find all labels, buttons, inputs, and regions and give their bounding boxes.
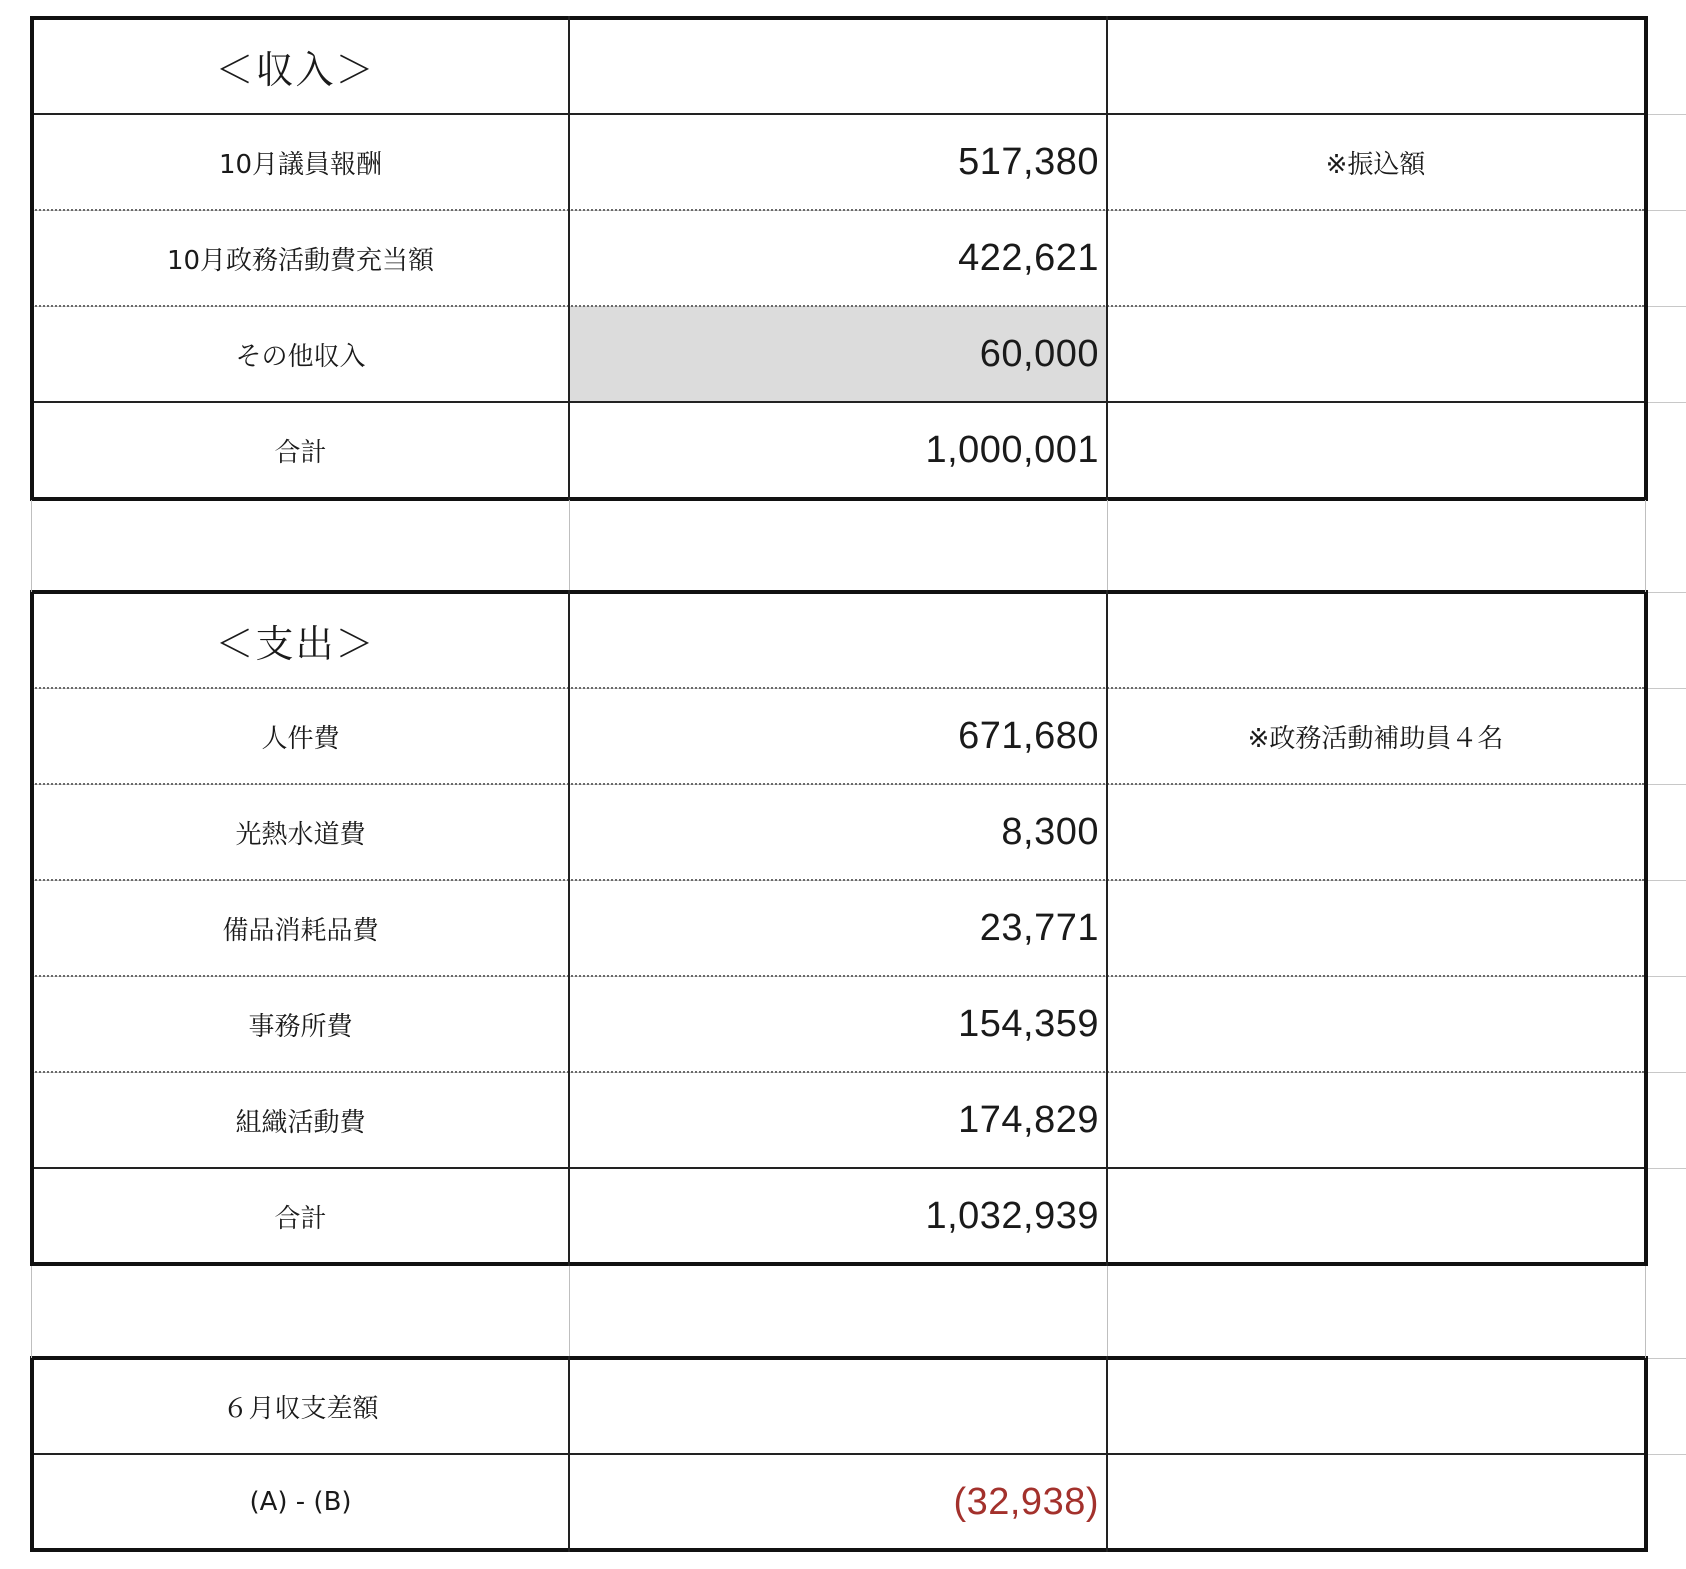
income-row (32, 114, 1644, 210)
income-total: 1,000,001 (925, 428, 1099, 471)
income-label-cell[interactable] (32, 306, 569, 402)
grid-line (31, 500, 32, 592)
column-divider (568, 590, 570, 1266)
balance-label-cell[interactable] (32, 1358, 569, 1454)
grid-line (1645, 1266, 1646, 1358)
border-line (32, 1453, 1644, 1455)
border-line (32, 1167, 1644, 1169)
expense-amount-cell[interactable] (569, 976, 1107, 1072)
column-divider (568, 1356, 570, 1552)
income-row (32, 210, 1644, 306)
income-amount: 60,000 (979, 332, 1099, 375)
expense-label: 備品消耗品費 (222, 915, 379, 946)
empty-cell[interactable] (569, 18, 1107, 114)
income-heading-row (32, 18, 1644, 114)
empty-cell[interactable] (569, 592, 1107, 688)
expense-note-cell[interactable] (1107, 688, 1644, 784)
expense-row (32, 880, 1644, 976)
border-dotted (32, 783, 1644, 785)
expense-row (32, 1072, 1644, 1168)
expense-amount: 8,300 (1001, 810, 1099, 853)
column-divider (1107, 1266, 1108, 1358)
expense-amount-cell[interactable] (569, 784, 1107, 880)
empty-cell[interactable] (1107, 1358, 1644, 1454)
expense-heading-row (32, 592, 1644, 688)
expense-total: 1,032,939 (925, 1194, 1099, 1237)
income-total-cell[interactable] (569, 402, 1107, 498)
column-divider (1106, 590, 1108, 1266)
expense-total-label-cell[interactable] (32, 1168, 569, 1264)
balance-formula-row (32, 1454, 1644, 1550)
border-right (1644, 16, 1648, 501)
income-note-cell[interactable] (1107, 210, 1644, 306)
border-bottom (32, 1262, 1648, 1266)
expense-amount-cell[interactable] (569, 1072, 1107, 1168)
border-bottom (32, 1548, 1648, 1552)
expense-amount: 174,829 (958, 1098, 1099, 1141)
income-label-cell[interactable] (32, 114, 569, 210)
expense-label-cell[interactable] (32, 976, 569, 1072)
balance-amount-cell[interactable] (569, 1454, 1107, 1550)
expense-heading: ＜支出＞ (215, 621, 376, 666)
empty-cell[interactable] (1107, 402, 1644, 498)
empty-cell[interactable] (569, 1358, 1107, 1454)
income-total-row (32, 402, 1644, 498)
expense-row (32, 688, 1644, 784)
empty-cell[interactable] (569, 1264, 1107, 1360)
expense-total-label: 合計 (274, 1203, 327, 1234)
expense-note-cell[interactable] (1107, 784, 1644, 880)
income-amount-cell[interactable] (569, 114, 1107, 210)
border-bottom (32, 497, 1648, 501)
expense-label-cell[interactable] (32, 880, 569, 976)
expense-amount-cell[interactable] (569, 880, 1107, 976)
column-divider (1106, 16, 1108, 501)
empty-cell[interactable] (1107, 1454, 1644, 1550)
expense-label: 事務所費 (248, 1011, 353, 1042)
column-divider (569, 1266, 570, 1358)
column-divider (1107, 500, 1108, 592)
income-amount-cell-shaded[interactable] (569, 306, 1107, 402)
empty-cell[interactable] (32, 1264, 569, 1360)
expense-label-cell[interactable] (32, 1072, 569, 1168)
expense-amount-cell[interactable] (569, 688, 1107, 784)
border-top (32, 1356, 1648, 1360)
expense-note: ※政務活動補助員４名 (1247, 723, 1504, 754)
income-label: 10月政務活動費充当額 (166, 245, 435, 276)
expense-row (32, 784, 1644, 880)
expense-total-cell[interactable] (569, 1168, 1107, 1264)
expense-amount: 23,771 (979, 906, 1099, 949)
balance-amount: (32,938) (953, 1480, 1099, 1523)
empty-cell[interactable] (1107, 1168, 1644, 1264)
border-top (32, 590, 1648, 594)
border-dotted (32, 687, 1644, 689)
column-divider (1106, 1356, 1108, 1552)
expense-label-cell[interactable] (32, 784, 569, 880)
column-divider (569, 500, 570, 592)
border-line (32, 113, 1644, 115)
income-row (32, 306, 1644, 402)
expense-row (32, 976, 1644, 1072)
border-dotted (32, 305, 1644, 307)
expense-total-row (32, 1168, 1644, 1264)
border-top (32, 16, 1648, 20)
expense-amount: 154,359 (958, 1002, 1099, 1045)
expense-label: 組織活動費 (235, 1107, 366, 1138)
grid-line (1645, 500, 1646, 592)
empty-cell[interactable] (1107, 498, 1644, 594)
border-left (30, 1356, 34, 1552)
income-note-cell[interactable] (1107, 114, 1644, 210)
border-line (32, 401, 1644, 403)
income-label-cell[interactable] (32, 210, 569, 306)
empty-cell[interactable] (1107, 1264, 1644, 1360)
income-label: その他収入 (235, 341, 366, 372)
border-right (1644, 1356, 1648, 1552)
border-left (30, 590, 34, 1266)
border-dotted (32, 879, 1644, 881)
expense-note-cell[interactable] (1107, 1072, 1644, 1168)
border-dotted (32, 975, 1644, 977)
expense-heading-cell[interactable] (32, 592, 569, 688)
spacer-row (32, 498, 1644, 594)
empty-cell[interactable] (1107, 592, 1644, 688)
balance-formula-label: (A) - (B) (249, 1487, 352, 1517)
expense-label: 光熱水道費 (235, 819, 366, 850)
income-total-label-cell[interactable] (32, 402, 569, 498)
income-heading-cell[interactable] (32, 18, 569, 114)
empty-cell[interactable] (32, 498, 569, 594)
income-note-cell[interactable] (1107, 306, 1644, 402)
spacer-row (32, 1264, 1644, 1360)
border-dotted (32, 1071, 1644, 1073)
income-amount: 517,380 (958, 140, 1099, 183)
border-right (1644, 590, 1648, 1266)
column-divider (568, 16, 570, 501)
balance-formula-cell[interactable] (32, 1454, 569, 1550)
border-dotted (32, 209, 1644, 211)
expense-note-cell[interactable] (1107, 880, 1644, 976)
income-amount-cell[interactable] (569, 210, 1107, 306)
income-amount: 422,621 (958, 236, 1099, 279)
expense-label: 人件費 (261, 723, 340, 754)
expense-label-cell[interactable] (32, 688, 569, 784)
income-note: ※振込額 (1325, 149, 1426, 180)
empty-cell[interactable] (569, 498, 1107, 594)
expense-note-cell[interactable] (1107, 976, 1644, 1072)
balance-label: ６月収支差額 (222, 1393, 379, 1424)
grid-line (31, 1266, 32, 1358)
empty-cell[interactable] (1107, 18, 1644, 114)
income-label: 10月議員報酬 (218, 149, 383, 180)
expense-amount: 671,680 (958, 714, 1099, 757)
income-total-label: 合計 (274, 437, 327, 468)
income-heading: ＜収入＞ (215, 47, 376, 92)
border-left (30, 16, 34, 501)
balance-label-row (32, 1358, 1644, 1454)
